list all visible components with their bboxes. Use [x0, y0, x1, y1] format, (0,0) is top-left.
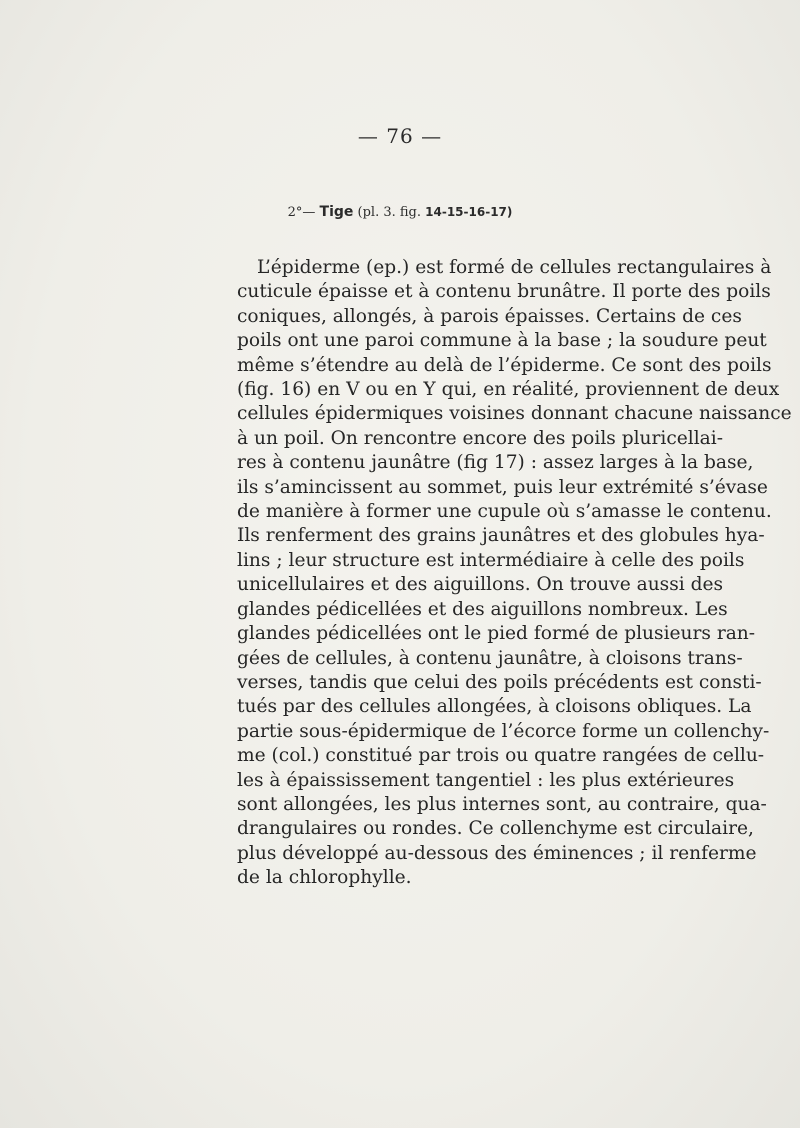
text-line: partie sous-épidermique de l’écorce forme un collenchy- [237, 720, 770, 742]
text-line: plus développé au-dessous des éminences ; il renferme [237, 842, 757, 864]
section-heading [0, 204, 800, 220]
text-line: (fig. 16) en V ou en Y qui, en réalité, proviennent de deux [237, 379, 780, 401]
text-line: res à contenu jaunâtre (fig 17) : assez larges à la base, [237, 452, 754, 474]
text-line: unicellulaires et des aiguillons. On trouve aussi des [237, 574, 724, 596]
text-line: de manière à former une cupule où s’amasse le contenu. [237, 501, 772, 523]
text-line: verses, tandis que celui des poils précédents est consti- [237, 671, 762, 693]
text-line: cuticule épaisse et à contenu brunâtre. Il porte des poils [237, 281, 771, 303]
text-line: L’épiderme (ep.) est formé de cellules rectangulaires à [257, 257, 772, 278]
page-number: — 76 — [357, 124, 443, 148]
text-line: cellules épidermiques voisines donnant chacune naissance [237, 403, 792, 425]
section-number: 2°— [287, 205, 316, 220]
body-paragraph [237, 256, 792, 891]
text-line: poils ont une paroi commune à la base ; la soudure peut [237, 330, 767, 352]
text-line: glandes pédicellées et des aiguillons nombreux. Les [237, 598, 728, 620]
section-title: Tige [319, 204, 354, 220]
text-line: sont allongées, les plus internes sont, au contraire, qua- [237, 793, 767, 815]
text-line: de la chlorophylle. [237, 867, 412, 889]
text-line: les à épaississement tangentiel : les plus extérieures [237, 769, 735, 791]
text-line: drangulaires ou rondes. Ce collenchyme est circulaire, [237, 818, 754, 840]
text-line: glandes pédicellées ont le pied formé de plusieurs ran- [237, 623, 756, 645]
text-line: lins ; leur structure est intermédiaire à celle des poils [237, 549, 745, 571]
text-line: tués par des cellules allongées, à cloisons obliques. La [237, 696, 752, 718]
text-line: Ils renferment des grains jaunâtres et des globules hya- [237, 525, 765, 547]
plate-reference: (pl. 3. fig. [357, 205, 422, 220]
text-line: coniques, allongés, à parois épaisses. Certains de ces [237, 305, 742, 327]
text-line: me (col.) constitué par trois ou quatre rangées de cellu- [237, 745, 765, 767]
text-line: gées de cellules, à contenu jaunâtre, à cloisons trans- [237, 647, 743, 669]
text-line: à un poil. On rencontre encore des poils pluricellai- [237, 427, 723, 449]
figure-numbers: 14-15-16-17) [425, 205, 513, 219]
text-line: ils s’amincissent au sommet, puis leur extrémité s’évase [237, 476, 768, 498]
text-line: même s’étendre au delà de l’épiderme. Ce sont des poils [237, 354, 772, 376]
